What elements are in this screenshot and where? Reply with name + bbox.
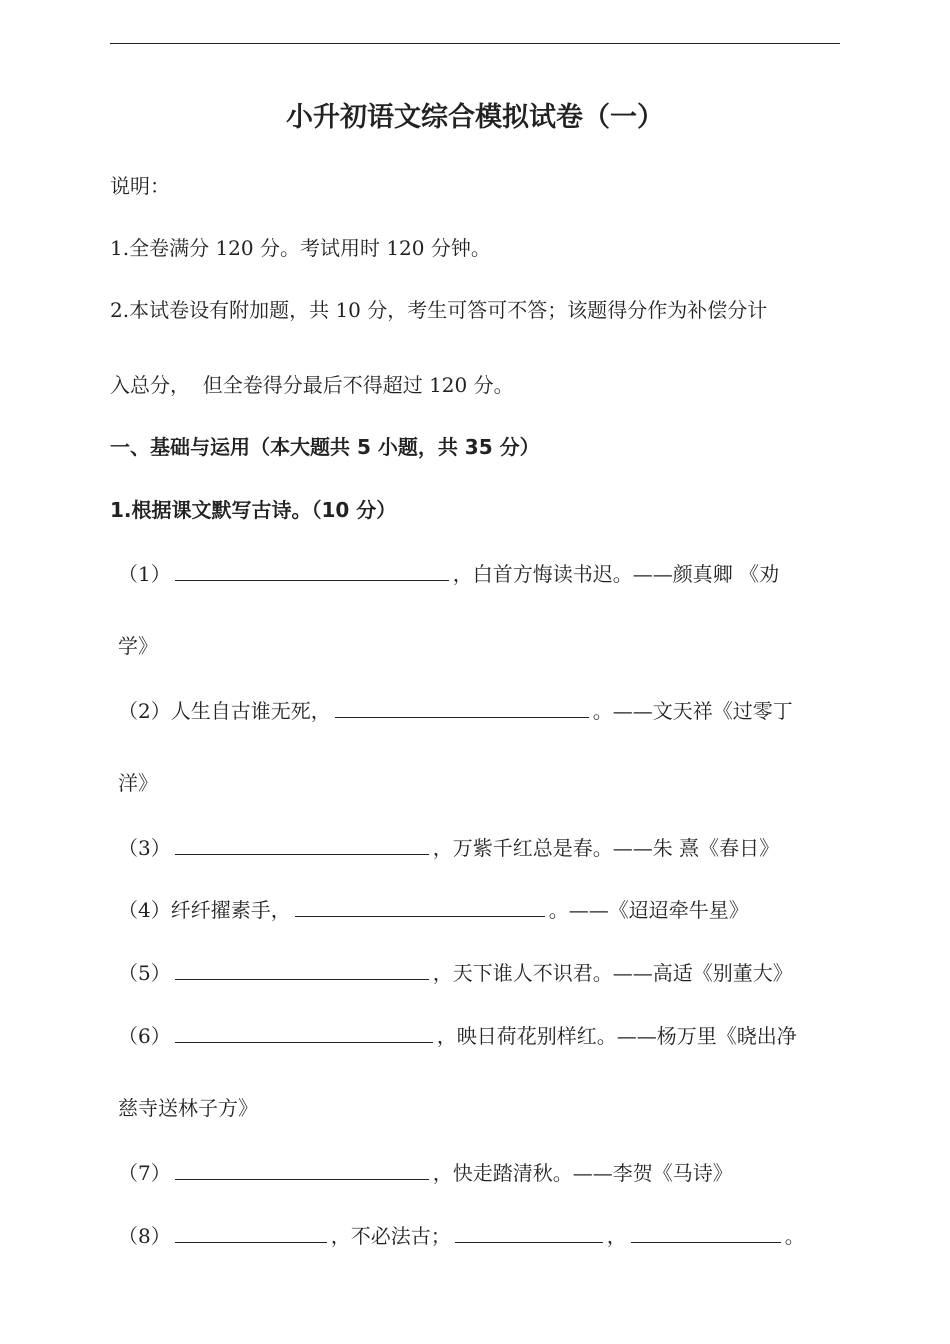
poem-line-6-cont: 慈寺送林子方》 bbox=[118, 1096, 258, 1120]
poem-line-6 bbox=[118, 1020, 853, 1050]
poem-number: （8） bbox=[118, 1224, 171, 1248]
poem-text: ，天下谁人不识君。——高适《别董大》 bbox=[432, 961, 793, 985]
poem-pre: 纤纤擢素手， bbox=[170, 898, 291, 922]
poem-pre: 人生自古谁无死， bbox=[170, 699, 331, 723]
poem-line-7 bbox=[118, 1157, 853, 1187]
poem-line-1 bbox=[118, 558, 840, 588]
answer-blank-5[interactable] bbox=[175, 957, 429, 980]
poem-number: （4） bbox=[118, 898, 171, 922]
poem-text: 。——文天祥《过零丁 bbox=[592, 699, 793, 723]
answer-blank-3[interactable] bbox=[175, 832, 429, 855]
answer-blank-8a[interactable] bbox=[175, 1220, 327, 1243]
answer-blank-6[interactable] bbox=[175, 1020, 433, 1043]
question-1-heading: 1.根据课文默写古诗。（10 分） bbox=[110, 498, 397, 522]
poem-line-2-cont: 洋》 bbox=[118, 771, 158, 795]
page-title: 小升初语文综合模拟试卷（一） bbox=[286, 102, 664, 133]
poem-text: 。——《迢迢牵牛星》 bbox=[548, 898, 749, 922]
poem-mid-1: ，不必法古； bbox=[330, 1224, 451, 1248]
poem-line-3 bbox=[118, 832, 853, 862]
poem-line-8 bbox=[118, 1220, 853, 1250]
poem-number: （1） bbox=[118, 562, 171, 586]
poem-line-4 bbox=[118, 894, 853, 924]
poem-number: （7） bbox=[118, 1161, 171, 1185]
poem-number: （3） bbox=[118, 836, 171, 860]
poem-line-5 bbox=[118, 957, 853, 987]
poem-number: （5） bbox=[118, 961, 171, 985]
answer-blank-8b[interactable] bbox=[455, 1220, 603, 1243]
header-rule bbox=[110, 43, 840, 44]
section-1-heading: 一、基础与运用（本大题共 5 小题，共 35 分） bbox=[110, 435, 540, 459]
poem-text: ，映日荷花别样红。——杨万里《晓出净 bbox=[436, 1024, 797, 1048]
poem-text: ，快走踏清秋。——李贺《马诗》 bbox=[432, 1161, 733, 1185]
answer-blank-1[interactable] bbox=[175, 558, 449, 581]
answer-blank-4[interactable] bbox=[295, 894, 545, 917]
poem-text: ，白首方悔读书迟。——颜真卿 《劝 bbox=[452, 562, 780, 586]
instruction-item-2-line-2: 入总分， 但全卷得分最后不得超过 120 分。 bbox=[110, 373, 514, 397]
poem-mid-2: ， bbox=[606, 1224, 627, 1248]
poem-number: （6） bbox=[118, 1024, 171, 1048]
poem-line-1-cont: 学》 bbox=[118, 634, 158, 658]
instructions-heading: 说明： bbox=[110, 174, 170, 198]
answer-blank-8c[interactable] bbox=[631, 1220, 781, 1243]
instruction-item-1: 1.全卷满分 120 分。考试用时 120 分钟。 bbox=[110, 236, 491, 260]
poem-number: （2） bbox=[118, 699, 171, 723]
answer-blank-2[interactable] bbox=[335, 695, 589, 718]
instruction-item-2-line-1: 2.本试卷设有附加题，共 10 分，考生可答可不答；该题得分作为补偿分计 bbox=[110, 298, 768, 322]
poem-text: ，万紫千红总是春。——朱 熹《春日》 bbox=[432, 836, 780, 860]
poem-end: 。 bbox=[784, 1224, 805, 1248]
poem-line-2 bbox=[118, 695, 853, 725]
answer-blank-7[interactable] bbox=[175, 1157, 429, 1180]
